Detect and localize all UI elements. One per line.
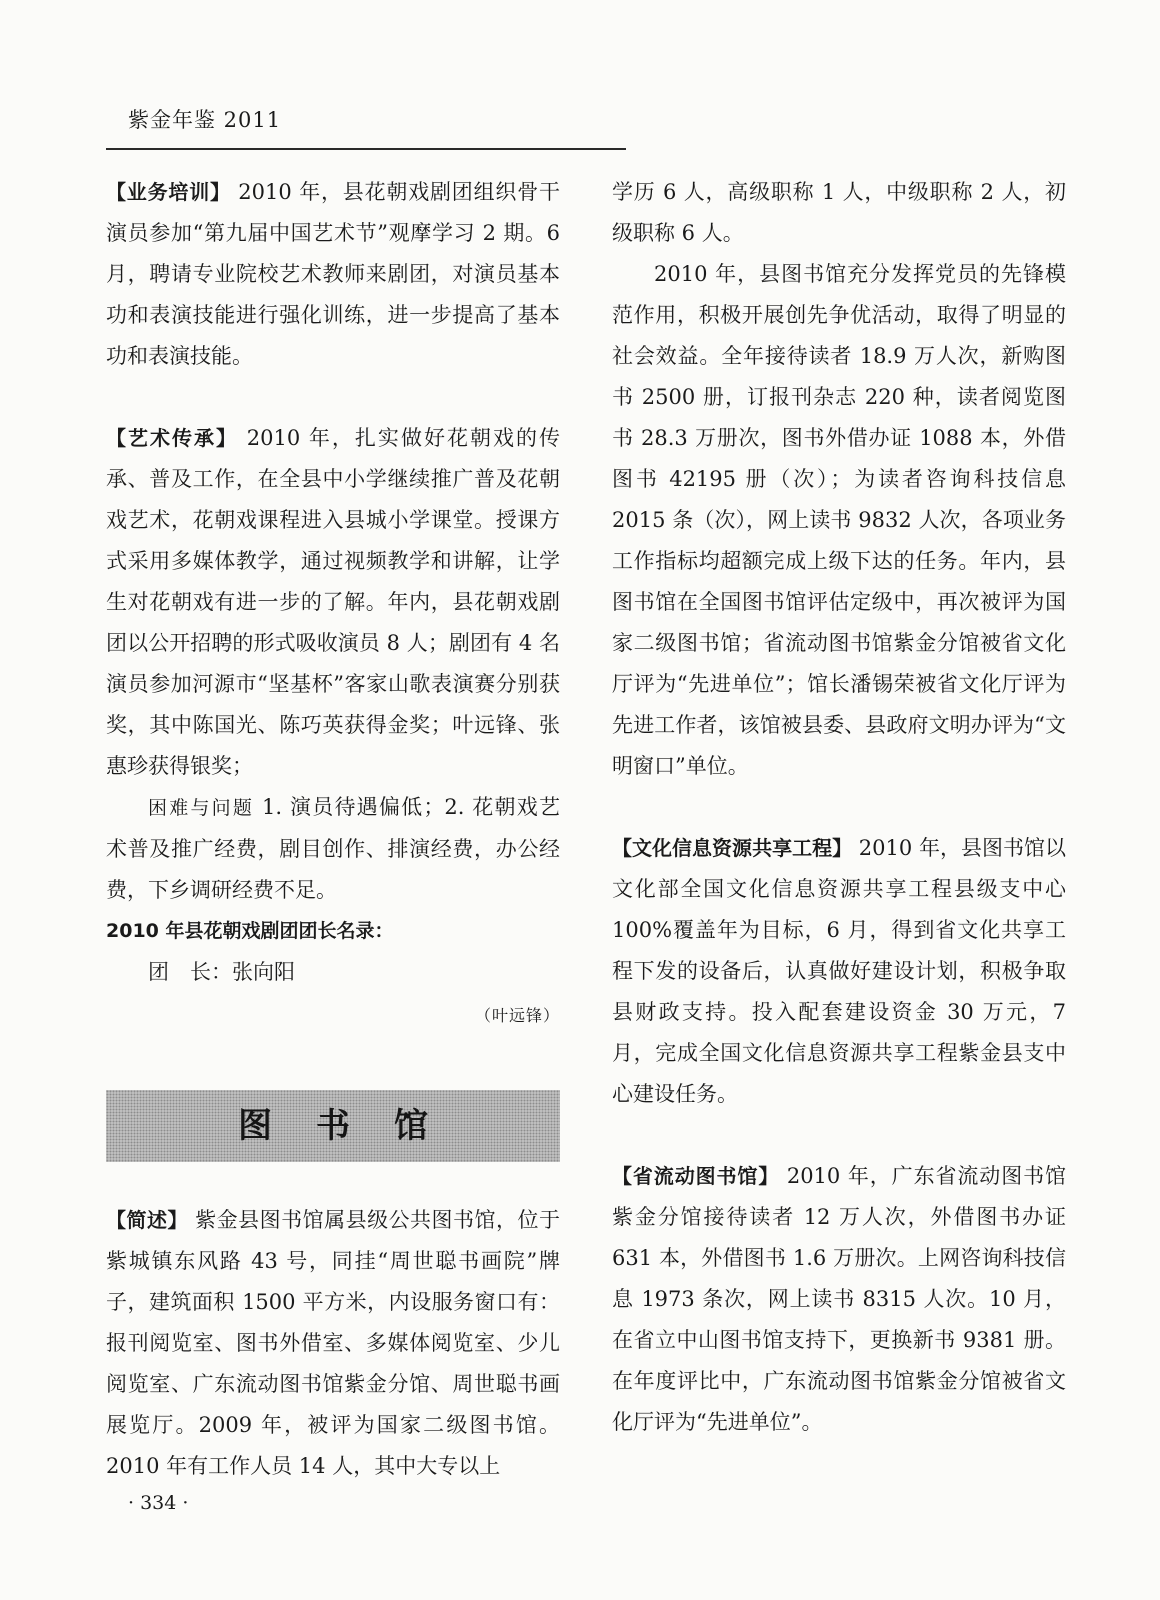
section-gap: [612, 787, 1066, 828]
sharing-heading: 【文化信息资源共享工程】: [612, 836, 853, 860]
sharing-text: 2010 年，县图书馆以文化部全国文化信息资源共享工程县级支中心 100%覆盖年为目标，6 月，得到省文化共享工程下发的设备后，认真做好建设计划，积极争取县财政支持。投入配套建设资金 30 万元，7 月，完成全国文化信息资源共享工程紫金县支中心建设任务。: [612, 836, 1066, 1106]
mobile-library-paragraph: [612, 1156, 1066, 1443]
section-banner: [106, 1090, 560, 1162]
heritage-paragraph: [106, 418, 560, 787]
running-head: 紫金年鉴 2011: [128, 108, 282, 132]
difficulties-paragraph: [106, 787, 560, 911]
training-text: 2010 年，县花朝戏剧团组织骨干演员参加“第九届中国艺术节”观摩学习 2 期。6 月，聘请专业院校艺术教师来剧团，对演员基本功和表演技能进行强化训练，进一步提高了基本功和表演技能。: [106, 180, 561, 368]
left-column: [106, 172, 560, 1487]
mobile-library-text: 2010 年，广东省流动图书馆紫金分馆接待读者 12 万人次，外借图书办证 631 本，外借图书 1.6 万册次。上网咨询科技信息 1973 条次，网上读书 8315 人次。10 月，在省立中山图书馆支持下，更换新书 9381 册。在年度评比中，广东流动图书馆紫金分馆被省文化厅评为“先进单位”。: [612, 1164, 1067, 1434]
section-gap: [612, 1115, 1066, 1156]
sharing-paragraph: [612, 828, 1066, 1115]
overview-continuation: 学历 6 人，高级职称 1 人，中级职称 2 人，初级职称 6 人。: [612, 180, 1066, 245]
overview-text: 紫金县图书馆属县级公共图书馆，位于紫城镇东风路 43 号，同挂“周世聪书画院”牌子，建筑面积 1500 平方米，内设服务窗口有：报刊阅览室、图书外借室、多媒体阅览室、少儿阅览室、广东流动图书馆紫金分馆、周世聪书画展览厅。2009 年，被评为国家二级图书馆。2010 年有工作人员 14 人，其中大专以上: [106, 1208, 560, 1478]
overview-paragraph: [106, 1200, 560, 1487]
mobile-library-heading: 【省流动图书馆】: [612, 1164, 780, 1188]
section-title: 图书馆: [238, 1105, 472, 1146]
roster-item: 团 长：张向阳: [148, 960, 295, 984]
page-number: · 334 ·: [128, 1492, 189, 1514]
roster-heading: 2010 年县花朝戏剧团团长名录：: [106, 920, 394, 942]
training-paragraph: [106, 172, 560, 377]
right-column: [612, 172, 1066, 1443]
section-gap: [106, 377, 560, 418]
heritage-text: 2010 年，扎实做好花朝戏的传承、普及工作，在全县中小学继续推广普及花朝戏艺术，花朝戏课程进入县城小学课堂。授课方式采用多媒体教学，通过视频教学和讲解，让学生对花朝戏有进一步的了解。年内，县花朝戏剧团以公开招聘的形式吸收演员 8 人；剧团有 4 名演员参加河源市“坚基杯”客家山歌表演赛分别获奖，其中陈国光、陈巧英获得金奖；叶远锋、张惠珍获得银奖；: [106, 426, 561, 778]
library-paragraph: 2010 年，县图书馆充分发挥党员的先锋模范作用，积极开展创先争优活动，取得了明显的社会效益。全年接待读者 18.9 万人次，新购图书 2500 册，订报刊杂志 220 种，读者阅览图书 28.3 万册次，图书外借办证 1088 本，外借图书 42195 册（次）；为读者咨询科技信息 2015 条（次），网上读书 9832 人次，各项业务工作指标均超额完成上级下达的任务。年内，县图书馆在全国图书馆评估定级中，再次被评为国家二级图书馆；省流动图书馆紫金分馆被省文化厅评为“先进单位”；馆长潘锡荣被省文化厅评为先进工作者，该馆被县委、县政府文明办评为“文明窗口”单位。: [612, 262, 1066, 778]
header-rule: [106, 148, 626, 150]
author-credit: （叶远锋）: [474, 1006, 560, 1025]
difficulties-label: 困难与问题: [148, 797, 255, 819]
overview-heading: 【简述】: [106, 1208, 188, 1232]
difficulties-text: 1. 演员待遇偏低；2. 花朝戏艺术普及推广经费，剧目创作、排演经费，办公经费，下乡调研经费不足。: [106, 795, 560, 902]
heritage-heading: 【艺术传承】: [106, 426, 239, 450]
training-heading: 【业务培训】: [106, 180, 231, 204]
